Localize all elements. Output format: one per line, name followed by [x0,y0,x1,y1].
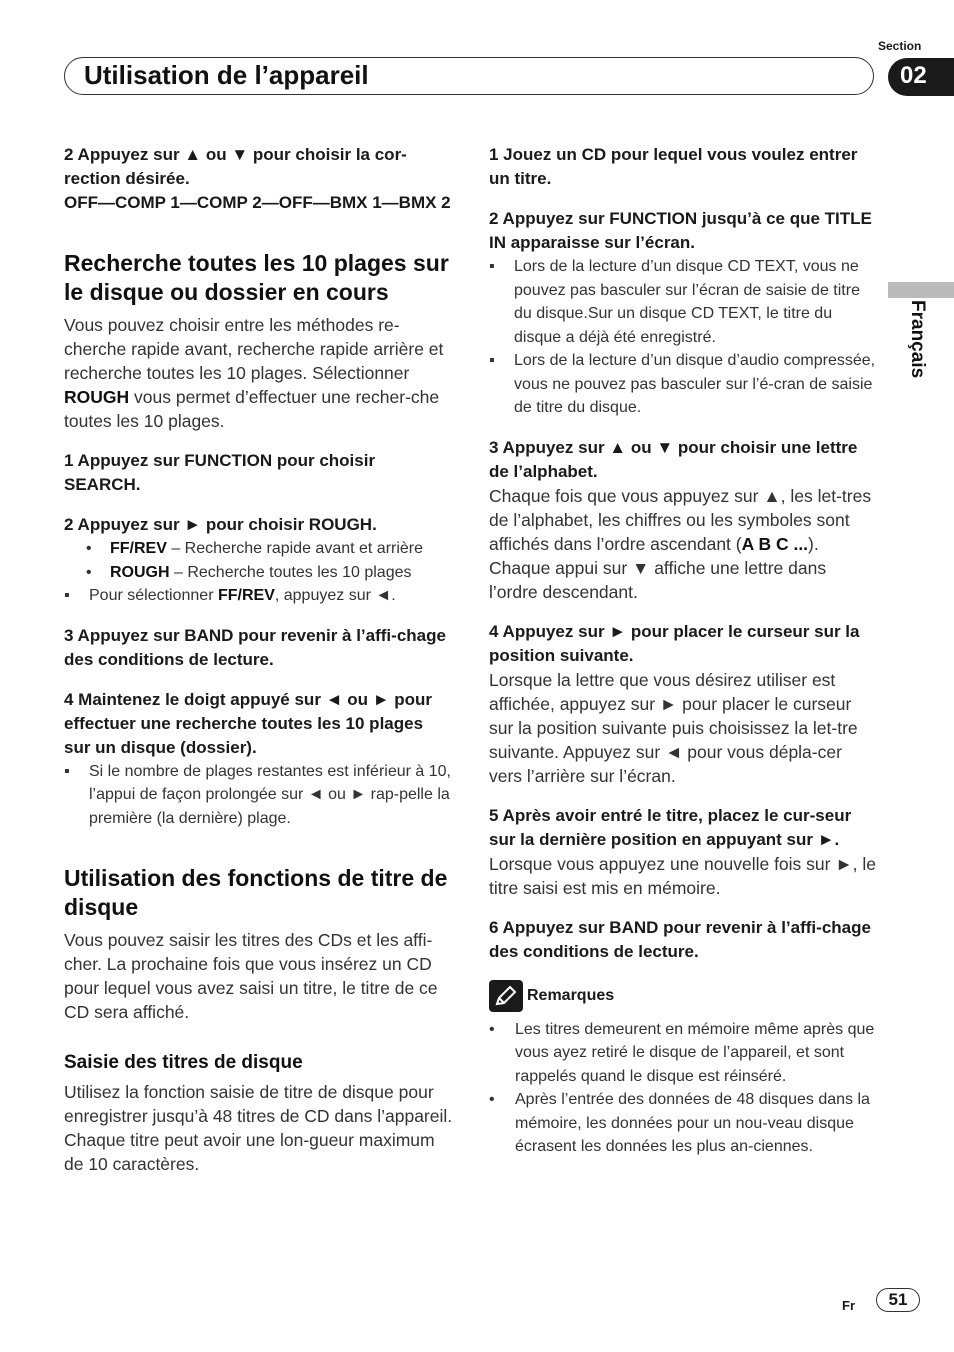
remarks-header [489,980,879,1012]
pencil-icon [489,980,523,1012]
page-title: Utilisation de l’appareil [84,60,369,90]
title-step-3-text: Chaque fois que vous appuyez sur ▲, les let-tres de l’alphabet, les chiffres ou les symboles sont affichés dans l’ordre ascendant (A B C ...). Chaque appui sur ▼ affiche une lettre dans l’ordre descendant. [489,485,872,602]
note-cd-text: ▪ Lors de la lecture d’un disque CD TEXT, vous ne pouvez pas basculer sur l’écran de saisie de titre du disque.Sur un disque CD TEXT, le titre du disque a déjà été enregistré. [489,255,879,349]
section-heading-disc-title: Utilisation des fonctions de titre de disque [64,865,448,920]
title-step-1: 1 Jouez un CD pour lequel vous voulez entrer un titre. [489,145,858,188]
note-remaining-tracks: ▪ Si le nombre de plages restantes est inférieur à 10, l’appui de façon prolongée sur ◄ ou ► rap-pelle la première (la dernière) plage. [64,760,454,831]
remark-1: • Les titres demeurent en mémoire même après que vous ayez retiré le disque de l’appareil, et sont rappelés quand le disque est réinséré. [489,1018,879,1089]
subheading-title-entry: Saisie des titres de disque [64,1052,303,1073]
search-step-1: 1 Appuyez sur FUNCTION pour choisir SEARCH. [64,451,376,494]
title-step-4: 4 Appuyez sur ► pour placer le curseur sur la position suivante. [489,621,860,665]
note-compressed-audio: ▪ Lors de la lecture d’un disque d’audio compressée, vous ne pouvez pas basculer sur l’é-cran de saisie de titre du disque. [489,349,879,420]
language-tab-marker [888,282,954,298]
correction-options: OFF—COMP 1—COMP 2—OFF—BMX 1—BMX 2 [64,193,451,212]
bullet-rough: • ROUGH – Recherche toutes les 10 plages [64,561,454,585]
title-step-5: 5 Après avoir entré le titre, placez le cur-seur sur la dernière position en appuyant sur ►. [489,805,852,849]
title-step-6: 6 Appuyez sur BAND pour revenir à l’affi-chage des conditions de lecture. [489,917,871,961]
section-label: Section [878,39,922,53]
title-step-5-text: Lorsque vous appuyez une nouvelle fois sur ►, le titre saisi est mis en mémoire. [489,853,876,898]
note-ffrev: ▪ Pour sélectionner FF/REV, appuyez sur ◄. [64,584,454,608]
section-heading-search: Recherche toutes les 10 plages sur le disque ou dossier en cours [64,250,449,305]
remark-2: • Après l’entrée des données de 48 disques dans la mémoire, les données pour un nou-veau disque écrasent les données les plus an-ciennes. [489,1088,879,1159]
step-2-correction: 2 Appuyez sur ▲ ou ▼ pour choisir la cor-rection désirée. [64,145,407,188]
search-intro: Vous pouvez choisir entre les méthodes re-cherche rapide avant, recherche rapide arrière et recherche toutes les 10 plages. Sélectionner ROUGH vous permet d’effectuer une recher-che toutes les 10 plages. [64,315,444,431]
title-step-2: 2 Appuyez sur FUNCTION jusqu’à ce que TITLE IN apparaisse sur l’écran. [489,209,872,252]
remarks-label: Remarques [527,986,615,1004]
search-step-2: 2 Appuyez sur ► pour choisir ROUGH. [64,515,377,534]
search-step-4: 4 Maintenez le doigt appuyé sur ◄ ou ► pour effectuer une recherche toutes les 10 plages sur un disque (dossier). [64,689,433,757]
right-column [489,143,879,1159]
bullet-ffrev: • FF/REV – Recherche rapide avant et arrière [64,537,454,561]
search-step-3: 3 Appuyez sur BAND pour revenir à l’affi-chage des conditions de lecture. [64,625,446,669]
left-column [64,143,454,1192]
title-step-3: 3 Appuyez sur ▲ ou ▼ pour choisir une lettre de l’alphabet. [489,437,858,481]
section-number-badge: 02 [888,58,954,96]
footer-language-code: Fr [842,1298,855,1313]
language-tab-label: Français [907,300,928,379]
title-step-4-text: Lorsque la lettre que vous désirez utiliser est affichée, appuyez sur ► pour placer le curseur sur la position suivante puis choisissez la let-tre suivante. Appuyez sur ◄ pour vous dépla-cer vers l’arrière sur l’écran. [489,669,858,786]
page-number: 51 [876,1288,920,1312]
title-entry-intro: Utilisez la fonction saisie de titre de disque pour enregistrer jusqu’à 48 titres de CD dans l’appareil. Chaque titre peut avoir une lon-gueur maximum de 10 caractères. [64,1082,453,1174]
disc-title-intro: Vous pouvez saisir les titres des CDs et les affi-cher. La prochaine fois que vous insérez un CD pour lequel vous avez saisi un titre, le titre de ce CD sera affiché. [64,930,438,1022]
